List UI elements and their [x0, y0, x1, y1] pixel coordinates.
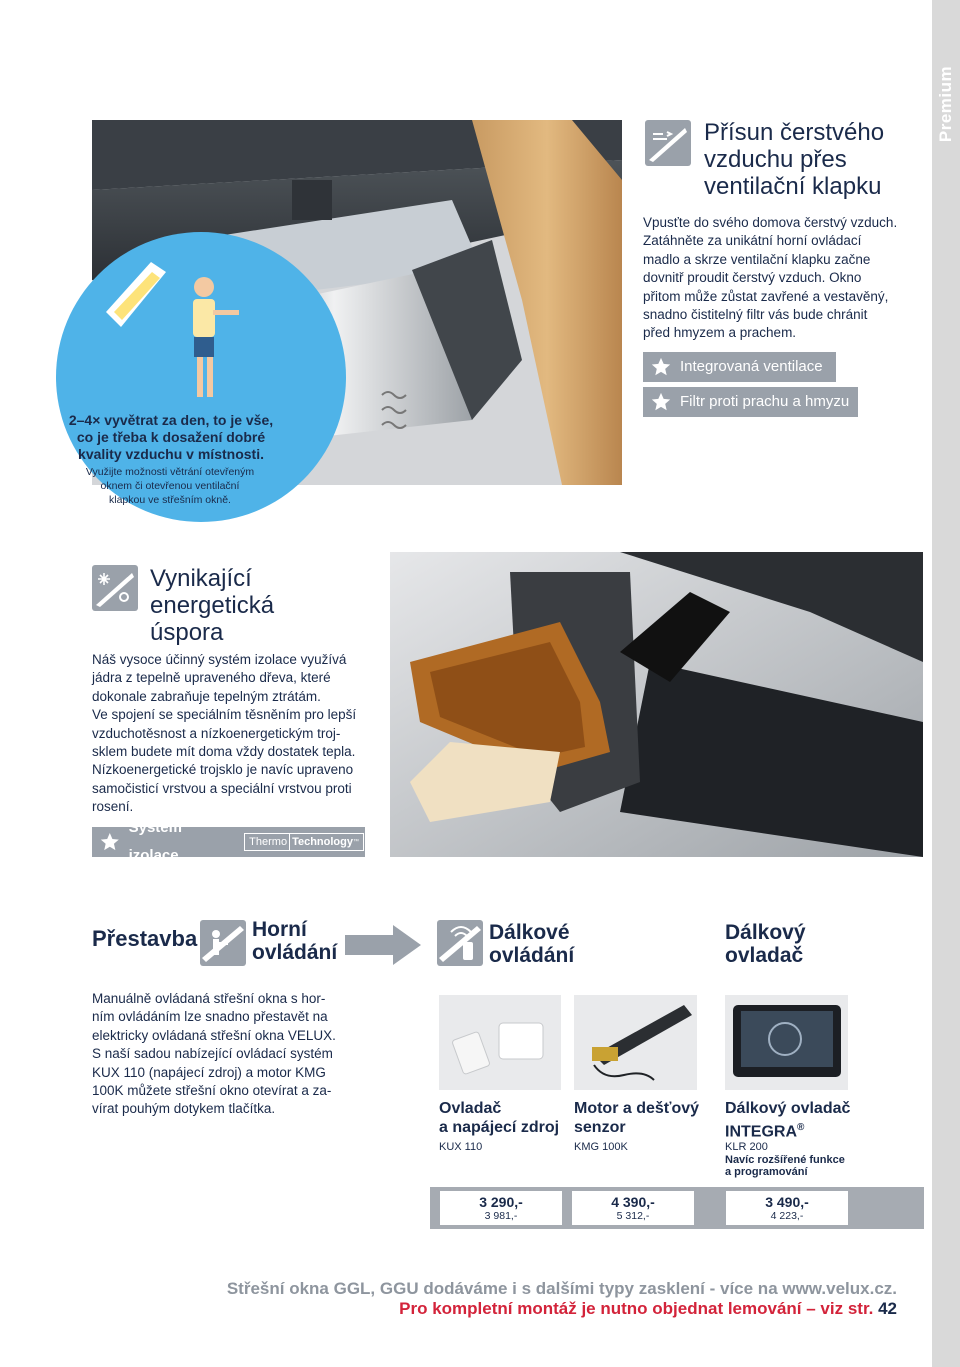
- tag-insulation-system: Systém izolace Thermo Technology ™: [92, 827, 365, 857]
- step-top-control: Horní ovládání: [252, 918, 338, 964]
- circle-headline: 2–4× vyvětrat za den, to je vše, co je třeba k dosažení dobré kvality vzduchu v místnosti.: [68, 412, 274, 462]
- product-title-kux110: Ovladač a napájecí zdroj: [439, 1100, 560, 1136]
- star-icon: [99, 831, 121, 853]
- ventilation-body: Vpusťte do svého domova čerstvý vzduch. Zatáhněte za unikátní horní ovládací madlo a skrze ventilační klapku začne dovnitř proudit čerstvý vzduch. Okno přitom může zůstat zavřené a vestavěný, snadno čistitelný filtr vás bude chránit před hmyzem a prachem.: [643, 215, 898, 341]
- man-illustration: [193, 277, 239, 397]
- product-title-klr200: Dálkový ovladač INTEGRA®: [725, 1100, 851, 1141]
- premium-strip: [932, 0, 960, 1367]
- product-title-kmg100k: Motor a dešťový senzor: [574, 1100, 700, 1136]
- arrow-right-icon: [345, 925, 421, 965]
- star-icon: [650, 391, 672, 413]
- step-remote-control: Dálkové ovládání: [489, 921, 575, 967]
- premium-label: Premium: [936, 65, 955, 143]
- page-number: 42: [878, 1299, 897, 1318]
- product-code-klr200: KLR 200 Navíc rozšířené funkce a programování: [725, 1141, 845, 1178]
- price-klr200: 3 490,- 4 223,-: [726, 1191, 848, 1225]
- product-image-klr200: [725, 995, 848, 1090]
- price-kux110: 3 290,- 3 981,-: [440, 1191, 562, 1225]
- ventilation-title: Přísun čerstvého vzduchu přes ventilační klapku: [704, 119, 885, 200]
- conversion-label: Přestavba: [92, 926, 198, 951]
- conversion-body: Manuálně ovládaná střešní okna s hor- ním ovládáním lze snadno přestavět na elektricky ovládaná střešní okna VELUX. S naší sadou nabízející ovládací systém KUX 110 (napájecí zdroj) a motor KMG 100K můžete střešní okno otevírat a za- vírat pouhým dotykem tlačítka.: [92, 991, 336, 1117]
- circle-note: Využijte možnosti větrání otevřeným oknem či otevřenou ventilační klapkou ve střešním okně.: [85, 466, 255, 506]
- price-kmg100k: 4 390,- 5 312,-: [572, 1191, 694, 1225]
- product-code-kmg100k: KMG 100K: [574, 1141, 628, 1153]
- product-image-kmg100k: [574, 995, 697, 1090]
- energy-body: Náš vysoce účinný systém izolace využívá jádra z tepelně upraveného dřeva, které dokonale zabraňuje tepelným ztrátám. Ve spojení se speciálním těsněním pro lepší vzduchotěsnost a nízkoenergetickým troj- sklem budete mít doma vždy dostatek tepla. Nízkoenergetické trojsklo je navíc upraveno samočisticí vrstvou a speciální vrstvou proti rosení.: [92, 652, 357, 815]
- star-icon: [650, 356, 672, 378]
- ventilation-icon: [645, 120, 691, 166]
- footer-glazing-note: Střešní okna GGL, GGU dodáváme i s dalšími typy zasklení - více na www.velux.cz.: [226, 1279, 897, 1298]
- tag-integrated-ventilation: Integrovaná ventilace: [643, 352, 836, 382]
- step-remote-controller: Dálkový ovladač: [725, 921, 806, 967]
- product-code-kux110: KUX 110: [439, 1141, 483, 1153]
- energy-saving-icon: [92, 565, 138, 611]
- insulation-cross-section-photo: [390, 552, 923, 857]
- roof-window-illustration: [106, 262, 166, 327]
- thermotechnology-badge: Thermo Technology ™: [244, 833, 364, 851]
- product-image-kux110: [439, 995, 561, 1090]
- footer-flashing-note: Pro kompletní montáž je nutno objednat lemování – viz str. 42: [399, 1299, 897, 1318]
- remote-control-icon: [437, 920, 483, 966]
- energy-title: Vynikající energetická úspora: [150, 565, 275, 646]
- top-control-icon: [200, 920, 246, 966]
- tag-dust-insect-filter: Filtr proti prachu a hmyzu: [643, 387, 858, 417]
